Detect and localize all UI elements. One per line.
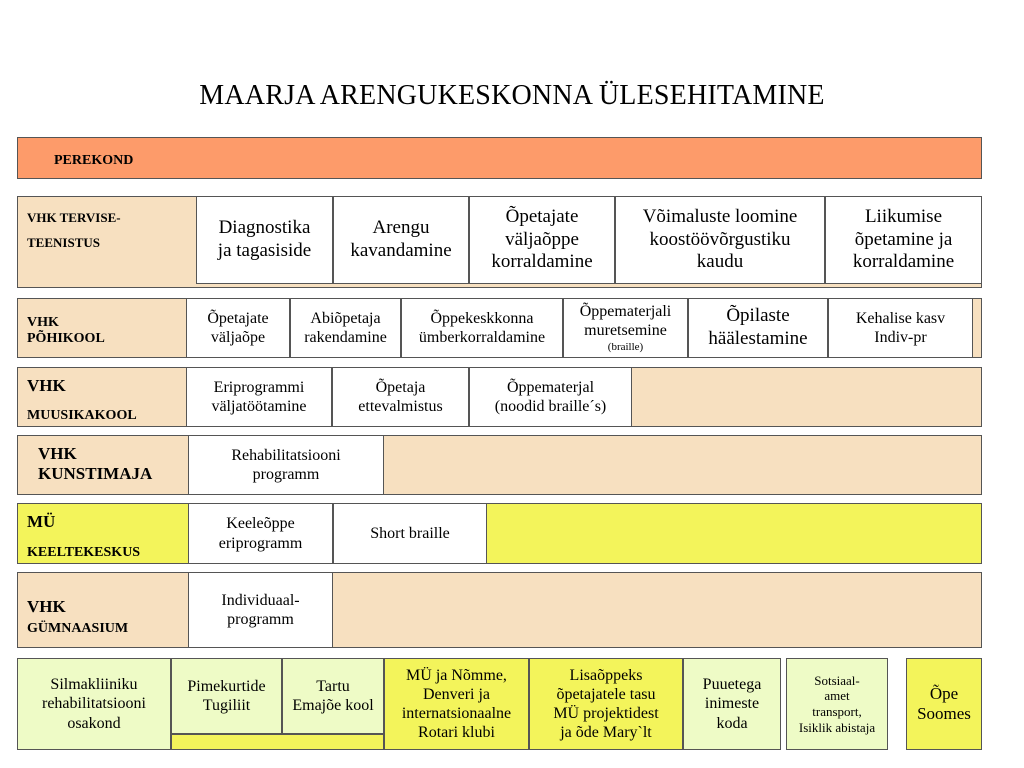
pohikool-cell-opilaste: Õpilaste häälestamine bbox=[688, 298, 828, 358]
kunstimaja-row bbox=[17, 435, 982, 495]
gymnaasium-row bbox=[17, 572, 982, 648]
bottom-puuetega: Puuetega inimeste koda bbox=[683, 658, 781, 750]
bottom-silmakliiniku: Silmakliiniku rehabilitatsiooni osakond bbox=[17, 658, 171, 750]
pohikool-cell-kehalise: Kehalise kasv Indiv-pr bbox=[828, 298, 973, 358]
tervis-cell-diagnostika: Diagnostika ja tagasiside bbox=[196, 196, 333, 284]
pohikool-label: VHK PÕHIKOOL bbox=[27, 315, 105, 347]
pohikool-cell-opetajate: Õpetajate väljaõpe bbox=[186, 298, 290, 358]
kunstimaja-label: VHK KUNSTIMAJA bbox=[38, 444, 153, 483]
perekond-band bbox=[17, 137, 982, 179]
tervis-label: VHK TERVISE- TEENISTUS bbox=[27, 210, 121, 250]
muusikakool-cell-opetaja: Õpetaja ettevalmistus bbox=[332, 367, 469, 427]
keeltekeskus-row bbox=[17, 503, 982, 564]
bottom-yellow-strip bbox=[171, 734, 384, 750]
bottom-lisaoppeks: Lisaõppeks õpetajatele tasu MÜ projektidest ja õde Mary`lt bbox=[529, 658, 683, 750]
keeltekeskus-cell-keeleoppe: Keeleõppe eriprogramm bbox=[188, 503, 333, 564]
keeltekeskus-label-sub: KEELTEKESKUS bbox=[27, 545, 141, 560]
braille-note: (braille) bbox=[607, 340, 644, 353]
slide-title: MAARJA ARENGUKESKONNA ÜLESEHITAMINE bbox=[199, 80, 825, 111]
bottom-pimekurtide: Pimekurtide Tugiliit bbox=[171, 658, 282, 734]
pohikool-cell-abiopetaja: Abiõpetaja rakendamine bbox=[290, 298, 401, 358]
bottom-ope-soomes: Õpe Soomes bbox=[906, 658, 982, 750]
oppematerjali-text: Õppematerjali muretsemine bbox=[579, 303, 672, 340]
muusikakool-label-sub: MUUSIKAKOOL bbox=[27, 408, 137, 423]
keeltekeskus-cell-short-braille: Short braille bbox=[333, 503, 487, 564]
gymnaasium-label-main: VHK bbox=[27, 597, 66, 616]
pohikool-cell-oppekeskkonna: Õppekeskkonna ümberkorraldamine bbox=[401, 298, 563, 358]
tervis-cell-arengu: Arengu kavandamine bbox=[333, 196, 469, 284]
muusikakool-label-main: VHK bbox=[27, 376, 66, 395]
gymnaasium-cell-individuaal: Individuaal- programm bbox=[188, 572, 333, 648]
gymnaasium-label-sub: GÜMNAASIUM bbox=[27, 621, 129, 636]
muusikakool-cell-oppematerjal: Õppematerjal (noodid braille´s) bbox=[469, 367, 632, 427]
muusikakool-cell-eriprogrammi: Eriprogrammi väljatöötamine bbox=[186, 367, 332, 427]
keeltekeskus-label-main: MÜ bbox=[27, 512, 56, 531]
tervis-cell-voimaluste: Võimaluste loomine koostöövõrgustiku kaudu bbox=[615, 196, 825, 284]
bottom-mu-rotari: MÜ ja Nõmme, Denveri ja internatsionaalne Rotari klubi bbox=[384, 658, 529, 750]
tervis-cell-liikumise: Liikumise õpetamine ja korraldamine bbox=[825, 196, 982, 284]
bottom-tartu: Tartu Emajõe kool bbox=[282, 658, 384, 734]
kunstimaja-cell-rehabilitatsiooni: Rehabilitatsiooni programm bbox=[188, 435, 384, 495]
perekond-label: PEREKOND bbox=[54, 153, 134, 168]
bottom-sotsiaalamet: Sotsiaal- amet transport, Isiklik abistaja bbox=[786, 658, 888, 750]
pohikool-cell-oppematerjali bbox=[563, 298, 688, 358]
tervis-cell-opetajate: Õpetajate väljaõppe korraldamine bbox=[469, 196, 615, 284]
